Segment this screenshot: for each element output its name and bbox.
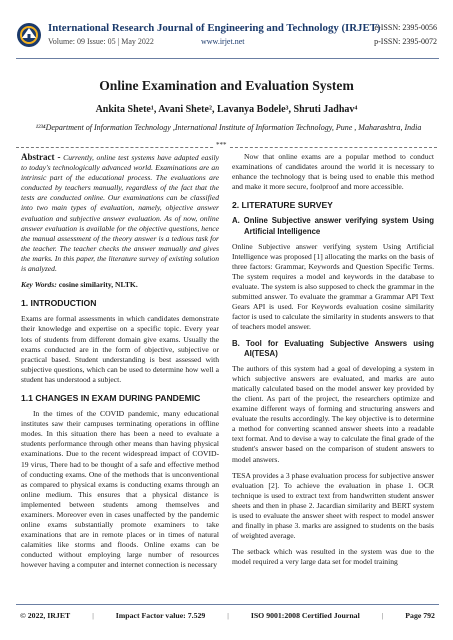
section-a-text: Online Subjective answer verifying system Using Artificial Intelligence was proposed [1] allocating the marks on the basis of three factors: Grammar, Keywords and Question Specific Terms. The system requires a model and keywords in the database to evaluate. The system is also supposed to check the grammar in the submitted answer. To evaluate the grammar a Grammar API Text Gears API is used. For Keywords evaluation cosine similarity factor is used to calculate the similarity in students answers to that of teachers model answer. [232, 241, 434, 332]
irjet-logo-icon [16, 22, 42, 48]
section-b-text-2: TESA provides a 3 phase evaluation process for subjective answer evaluation [2]. To achieve the evaluation in phase 1. OCR technique is used to extract text from handwritten student answer sheets and then in phase 2. Jacardian similarity and BERT system is used to evaluate the answer sheet with respect to model answer and finally in phase 3. marks are assigned to students on the basis of weighted average. [232, 470, 434, 541]
section-b-text: The authors of this system had a goal of developing a system in which subjective answers are evaluated, and marks are auto matically calculated based on the model answer key provided by the client. As part of the project, the researchers optimize and examine different ways of forming and structuring answers and evaluate the results accordingly. The key objective is to determine a method for converting scanned answer sheets into a readable text format. And to devise a way to calculate the final grade of the student's answer based on the comparison of student answers to model answers. [232, 363, 434, 464]
introduction-heading: 1. INTRODUCTION [21, 298, 97, 309]
paper-title: Online Examination and Evaluation System [99, 78, 354, 93]
introduction-text: Exams are formal assessments in which candidates demonstrate their knowledge and expertise on a specific topic. Every year lots of students from different domain give exams. Usually the exams conducted are in the form of objective, subjective or practical based. Student understanding is best assessed with subjective questions, which can be used to determine how well a student has understood a subject. [21, 314, 219, 384]
journal-website-link[interactable]: www.irjet.net [201, 37, 245, 46]
paper-affiliation: ¹²³⁴Department of Information Technology ,International Institute of Information Technology, Pune , Maharashtra, India [35, 123, 422, 132]
continuation-paragraph: Now that online exams are a popular method to conduct examinations of candidates around the world it is necessary to enhance the technology that is being used to enable this method and make it more secure, foolproof and more accessible. [232, 152, 434, 192]
journal-name: International Research Journal of Engineering and Technology (IRJET) [48, 22, 381, 34]
footer-page-number: Page 792 [405, 611, 435, 620]
abstract [21, 152, 219, 274]
keywords [21, 280, 219, 290]
footer-impact-factor: Impact Factor value: 7.529 [115, 611, 206, 620]
section-b-heading: B. Tool for Evaluating Subjective Answers using AI(TESA) [232, 338, 434, 358]
pandemic-text: In the times of the COVID pandemic, many educational institutes saw their campuses terminating operations in offline modes. In this situation there has been a need to evaluate a students performance through other means than having physical examinations. Due to the recent widespread impact of COVID-19 virus, There had to be thought of a safe and effective method of conducting exams. One of the methods that is unconventional as compared to physical exams is conducting exams through an online medium. This ensures that a physical distance is implemented between students among themselves and examiners. Moreover even in cases unaffected by the pandemic online exams substantially promote examiners to take examinations that are in remote places or in times of natural calamities like storms and floods. Online exams can be conducted without employing large number of resources however having a computer and internet connection is necessary [21, 409, 219, 570]
abstract-text: Currently, online test systems have adapted easily to today's technologically advanced world. Examinations are an intrinsic part of the educational process. The evaluations are conducted by teachers manually, regardless of the fact that the tests are conducted online. Our examinations can be classified into two main types of evaluation, namely, objective answer evaluation and subjective answer evaluation. As of now, online answer evaluation is available for the objective questions, hence the manual assessment of the theory answer is a tedious task for the teacher. The teacher checks the answer manually and gives the marks. In this paper, the literature survey of existing solution is analyzed. [21, 153, 219, 274]
footer-rule [16, 604, 439, 605]
keywords-text: cosine similarity, NLTK. [58, 280, 138, 290]
section-a-heading: A. Online Subjective answer verifying system Using Artificial Intelligence [232, 216, 434, 236]
right-column [232, 152, 434, 573]
abstract-label: Abstract - [21, 152, 61, 162]
p-issn: p-ISSN: 2395-0072 [374, 37, 437, 46]
footer-separator: | [92, 611, 94, 620]
footer-copyright: © 2022, IRJET [20, 611, 71, 620]
footer-separator: | [381, 611, 384, 620]
keywords-label: Key Words: [21, 280, 57, 290]
header-rule [16, 58, 439, 59]
footer-separator: | [227, 611, 229, 620]
left-column [21, 152, 219, 577]
footer-iso: ISO 9001:2008 Certified Journal [250, 611, 360, 620]
section-b-text-3: The setback which was resulted in the system was due to the model required a very large data set for model training [232, 547, 434, 567]
literature-survey-heading: 2. LITERATURE SURVEY [232, 200, 333, 211]
paper-authors: Ankita Shete¹, Avani Shete², Lavanya Bodele³, Shruti Jadhav⁴ [95, 104, 358, 115]
pandemic-heading: 1.1 CHANGES IN EXAM DURING PANDEMIC [21, 392, 201, 403]
journal-header [16, 22, 439, 52]
page-footer [20, 611, 435, 620]
e-issn: e-ISSN: 2395-0056 [374, 23, 437, 32]
journal-volume: Volume: 09 Issue: 05 | May 2022 [48, 37, 154, 46]
separator-mark: *** [216, 141, 227, 149]
